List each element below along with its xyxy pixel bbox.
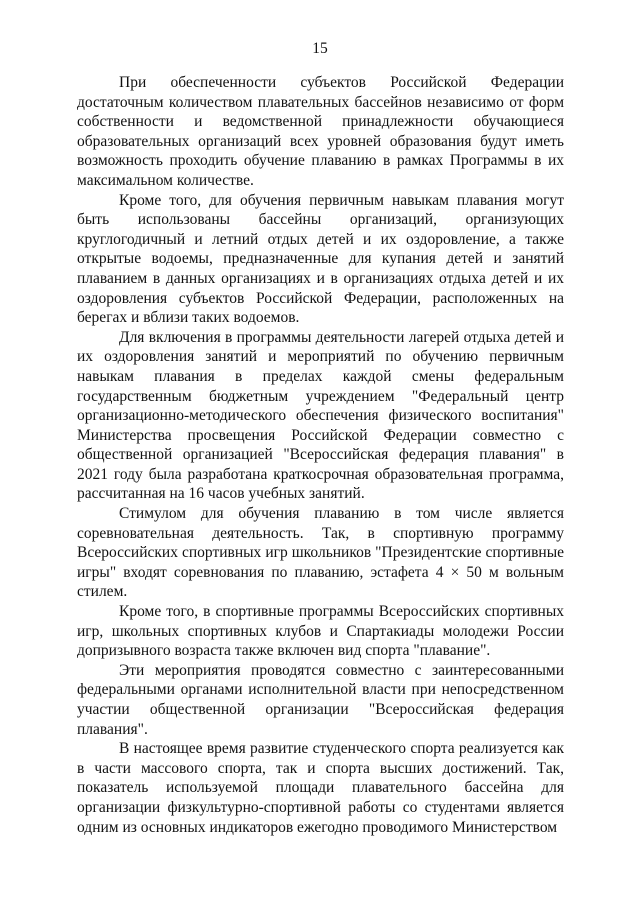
paragraph-pool-availability: При обеспеченности субъектов Российской Федерации достаточным количеством плавательных бассейнов независимо от форм собственности и ведомственной принадлежности обучающиеся образовательных организаций всех уровней образования будут иметь возможность проходить обучение плаванию в рамках Программы в их максимальном количестве.: [77, 74, 564, 189]
paragraph-sports-programs: Кроме того, в спортивные программы Всероссийских спортивных игр, школьных спортивных клубов и Спартакиады молодежи России допризывного возраста также включен вид спорта "плавание".: [77, 603, 564, 660]
paragraph-short-term-program: Для включения в программы деятельности лагерей отдыха детей и их оздоровления занятий и мероприятий по обучению первичным навыкам плавания в пределах каждой смены федеральным государственным бюджетным учреждением "Федеральный центр организационно-методического обеспечения физического воспитания" Министерства просвещения Российской Федерации совместно с общественной организацией "Всероссийская федерация плавания" в 2021 году была разработана краткосрочная образовательная программа, рассчитанная на 16 часов учебных занятий.: [77, 328, 564, 503]
document-body: [77, 73, 564, 837]
paragraph-summer-camps-pools: Кроме того, для обучения первичным навыкам плавания могут быть использованы бассейны организаций, организующих круглогодичный и летний отдых детей и их оздоровление, а также открытые водоемы, предназначенные для купания детей и занятий плаванием в данных организациях и в организациях отдыха детей и их оздоровления субъектов Российской Федерации, расположенных на берегах и вблизи таких водоемов.: [77, 191, 564, 327]
paragraph-competitive-activity: Стимулом для обучения плаванию в том числе является соревновательная деятельность. Так, в спортивную программу Всероссийских спортивных игр школьников "Президентские спортивные игры" входят соревнования по плаванию, эстафета 4 × 50 м вольным стилем.: [77, 505, 564, 601]
paragraph-federal-authorities: Эти мероприятия проводятся совместно с заинтересованными федеральными органами исполнительной власти при непосредственном участии общественной организации "Всероссийская федерация плавания".: [77, 661, 564, 738]
page-number: 15: [312, 40, 328, 57]
paragraph-student-sport: В настоящее время развитие студенческого спорта реализуется как в части массового спорта, так и спорта высших достижений. Так, показатель используемой площади плавательного бассейна для организации физкультурно-спортивной работы со студентами является одним из основных индикаторов ежегодно проводимого Министерством: [77, 740, 564, 836]
